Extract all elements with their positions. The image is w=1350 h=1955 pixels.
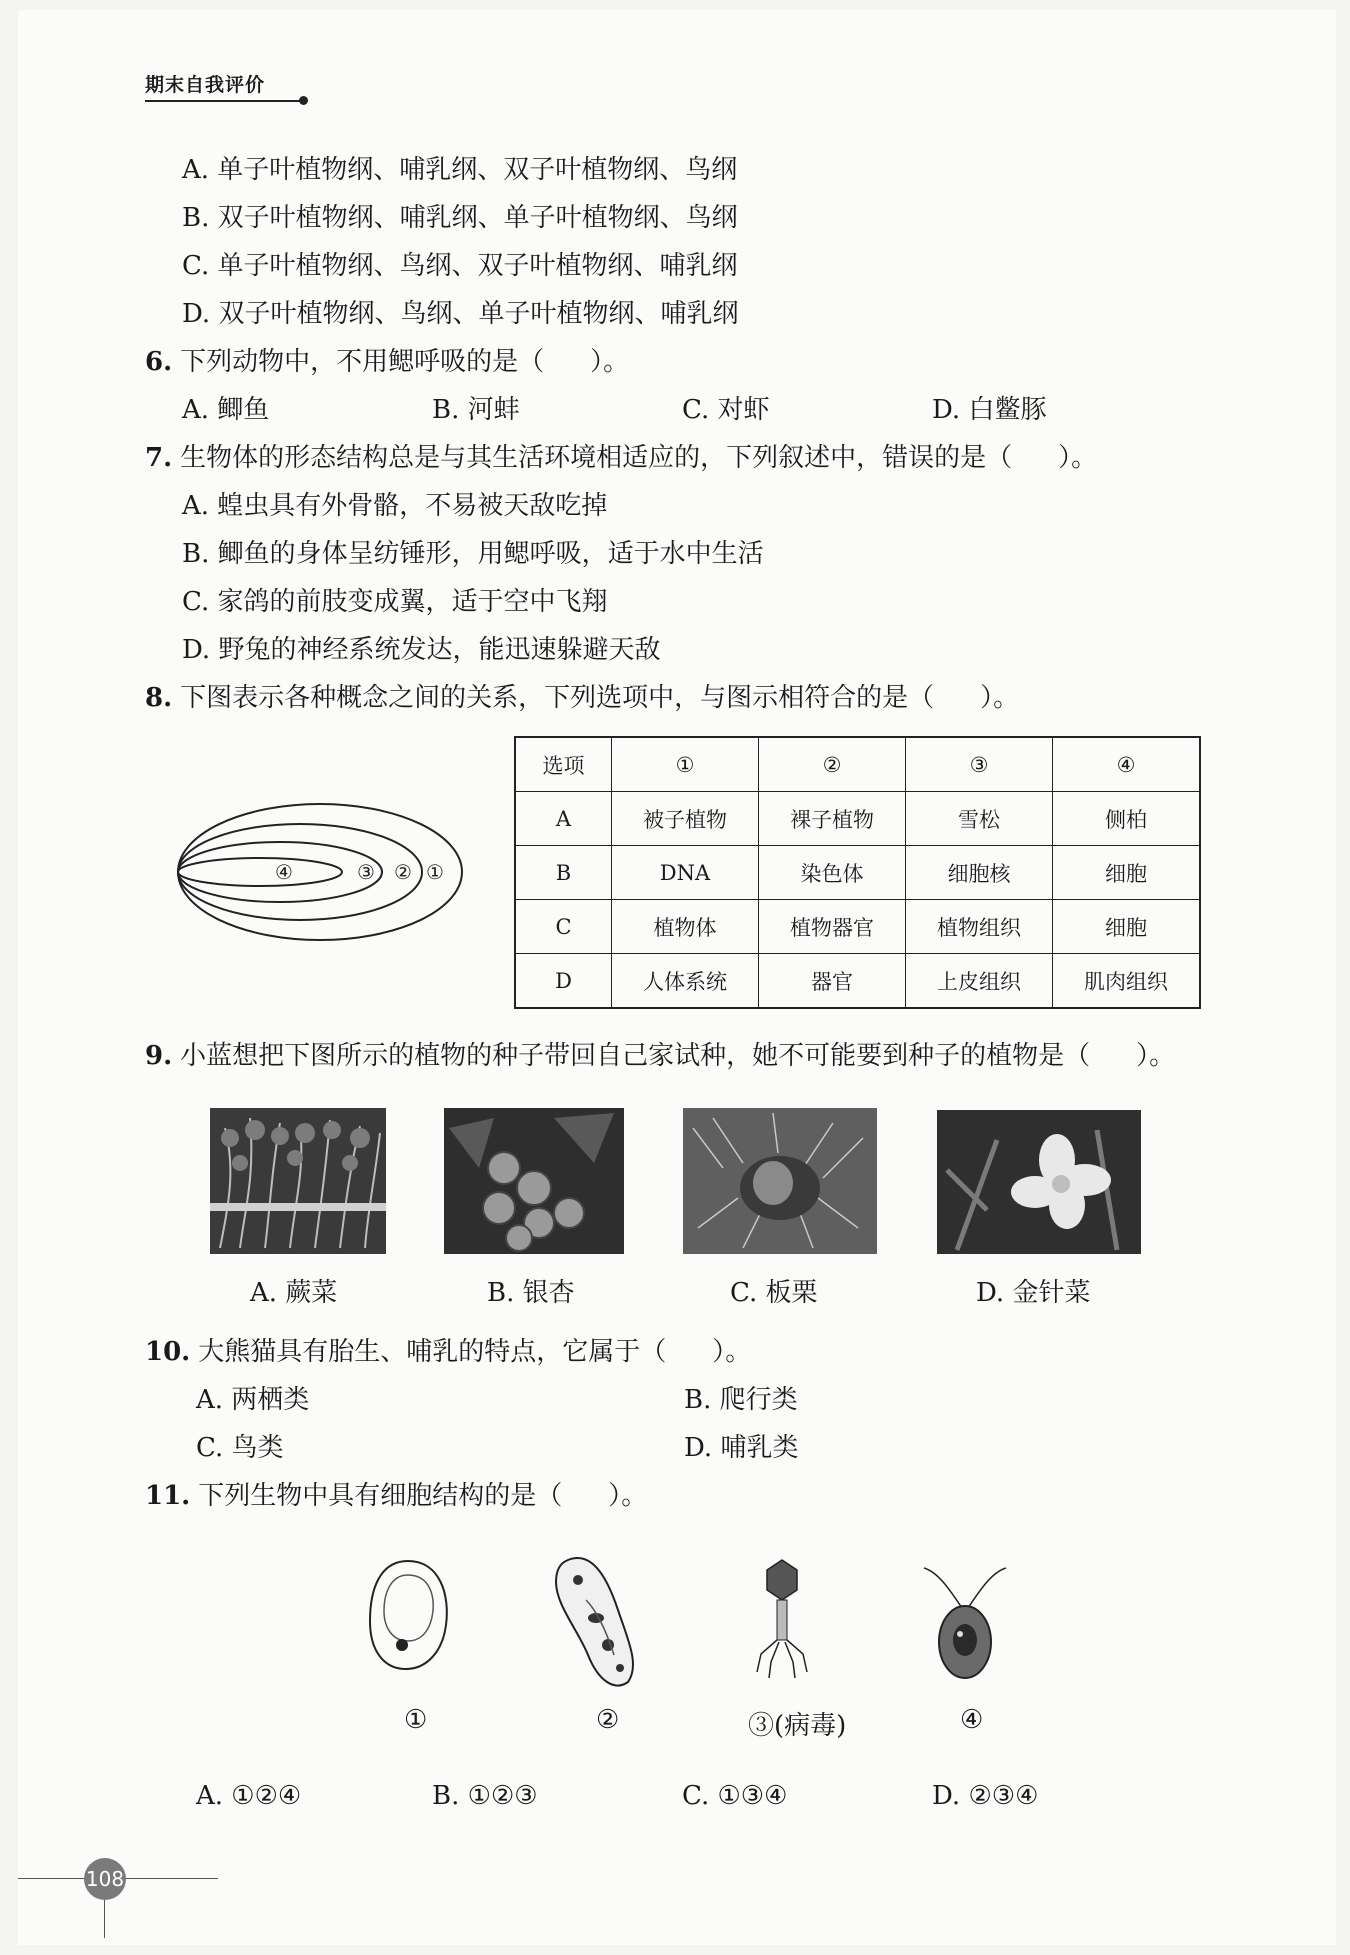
q7-number: 7.	[145, 443, 173, 473]
header-dot	[299, 96, 308, 105]
table-cell: A	[515, 792, 612, 846]
q11-option-c: C. ①③④	[682, 1781, 788, 1811]
q7-option-b: B. 鲫鱼的身体呈纺锤形，用鳃呼吸，适于水中生活	[182, 539, 764, 569]
q11-text: 下列生物中具有细胞结构的是（	[198, 1481, 563, 1511]
table-cell: 细胞	[1053, 846, 1201, 900]
q11-option-a: A. ①②④	[196, 1781, 302, 1811]
table-header-cell: ④	[1053, 737, 1201, 792]
diagram-label-1: ①	[426, 860, 444, 884]
q8-number: 8.	[145, 683, 173, 713]
q6-number: 6.	[145, 347, 173, 377]
q11-end: ）。	[608, 1481, 648, 1511]
q8-stem	[145, 682, 1019, 714]
table-cell: 上皮组织	[906, 954, 1053, 1009]
q9-option-b: B. 银杏	[487, 1278, 575, 1308]
table-cell: D	[515, 954, 612, 1009]
q5-option-a: A. 单子叶植物纲、哺乳纲、双子叶植物纲、鸟纲	[182, 155, 738, 185]
q7-option-d: D. 野兔的神经系统发达，能迅速躲避天敌	[182, 635, 661, 665]
table-row	[515, 954, 1200, 1009]
q7-option-c: C. 家鸽的前肢变成翼，适于空中飞翔	[182, 587, 608, 617]
q10-number: 10.	[145, 1337, 191, 1367]
table-cell: 侧柏	[1053, 792, 1201, 846]
q11-stem	[145, 1480, 647, 1512]
q9-text: 小蓝想把下图所示的植物的种子带回自己家试种，她不可能要到种子的植物是（	[180, 1041, 1091, 1071]
q7-end: ）。	[1058, 443, 1098, 473]
q7-stem	[145, 442, 1097, 474]
q11-option-d: D. ②③④	[932, 1781, 1039, 1811]
q11-option-b: B. ①②③	[432, 1781, 538, 1811]
table-cell: 细胞	[1053, 900, 1201, 954]
table-cell: 植物体	[612, 900, 759, 954]
table-row	[515, 792, 1200, 846]
table-cell: 肌肉组织	[1053, 954, 1201, 1009]
concept-table	[514, 736, 1201, 1009]
q6-option-a: A. 鲫鱼	[182, 395, 270, 425]
q5-option-c: C. 单子叶植物纲、鸟纲、双子叶植物纲、哺乳纲	[182, 251, 738, 281]
q9-end: ）。	[1136, 1041, 1176, 1071]
q9-option-d: D. 金针菜	[976, 1278, 1091, 1308]
figure-label-1: ①	[404, 1705, 428, 1735]
figure-label-4: ④	[960, 1705, 984, 1735]
footer-tick	[104, 1898, 105, 1938]
table-header-cell: ②	[759, 737, 906, 792]
q10-option-b: B. 爬行类	[684, 1385, 798, 1415]
ginkgo-photo	[444, 1108, 624, 1254]
table-cell: 被子植物	[612, 792, 759, 846]
table-cell: 植物组织	[906, 900, 1053, 954]
table-cell: 细胞核	[906, 846, 1053, 900]
q11-number: 11.	[145, 1481, 191, 1511]
table-cell: 人体系统	[612, 954, 759, 1009]
q6-option-d: D. 白鳖豚	[932, 395, 1047, 425]
table-header-row	[515, 737, 1200, 792]
table-cell: 裸子植物	[759, 792, 906, 846]
q10-option-c: C. 鸟类	[196, 1433, 284, 1463]
table-row	[515, 900, 1200, 954]
q10-option-d: D. 哺乳类	[684, 1433, 799, 1463]
q10-end: ）。	[712, 1337, 752, 1367]
q8-text: 下图表示各种概念之间的关系，下列选项中，与图示相符合的是（	[180, 683, 935, 713]
diagram-label-4: ④	[275, 860, 293, 884]
chlamydomonas-figure-4	[920, 1560, 1010, 1690]
q6-option-c: C. 对虾	[682, 395, 770, 425]
table-cell: C	[515, 900, 612, 954]
table-cell: 器官	[759, 954, 906, 1009]
fern-photo	[210, 1108, 386, 1254]
q6-stem	[145, 346, 629, 378]
figure-label-2: ②	[596, 1705, 620, 1735]
q9-stem	[145, 1040, 1175, 1072]
ellipse-4	[178, 858, 342, 886]
q6-text: 下列动物中，不用鳃呼吸的是（	[180, 347, 545, 377]
table-cell: DNA	[612, 846, 759, 900]
virus-figure-3	[749, 1558, 815, 1688]
table-cell: 雪松	[906, 792, 1053, 846]
q9-number: 9.	[145, 1041, 173, 1071]
chestnut-photo	[683, 1108, 877, 1254]
q10-stem	[145, 1336, 751, 1368]
table-cell: B	[515, 846, 612, 900]
q8-end: ）。	[980, 683, 1020, 713]
q6-option-b: B. 河蚌	[432, 395, 520, 425]
ellipse-2	[178, 824, 422, 920]
q5-option-d: D. 双子叶植物纲、鸟纲、单子叶植物纲、哺乳纲	[182, 299, 739, 329]
q6-end: ）。	[590, 347, 630, 377]
table-header-cell: 选项	[515, 737, 612, 792]
table-header-cell: ③	[906, 737, 1053, 792]
diagram-label-2: ②	[394, 860, 412, 884]
table-cell: 染色体	[759, 846, 906, 900]
q10-option-a: A. 两栖类	[196, 1385, 310, 1415]
table-header-cell: ①	[612, 737, 759, 792]
daylily-photo	[937, 1110, 1141, 1254]
concept-ellipse-diagram	[175, 800, 465, 945]
figure-label-3: ③(病毒)	[748, 1711, 847, 1741]
section-header: 期末自我评价	[145, 74, 266, 96]
diagram-label-3: ③	[357, 860, 375, 884]
table-row	[515, 846, 1200, 900]
q9-option-a: A. 蕨菜	[250, 1278, 338, 1308]
q7-text: 生物体的形态结构总是与其生活环境相适应的，下列叙述中，错误的是（	[180, 443, 1013, 473]
header-rule	[145, 100, 305, 102]
q7-option-a: A. 蝗虫具有外骨骼，不易被天敌吃掉	[182, 491, 608, 521]
q9-option-c: C. 板栗	[730, 1278, 818, 1308]
page-number: 108	[84, 1858, 126, 1900]
q5-option-b: B. 双子叶植物纲、哺乳纲、单子叶植物纲、鸟纲	[182, 203, 738, 233]
paramecium-figure-2	[548, 1550, 644, 1690]
cell-figure-1	[362, 1555, 454, 1675]
table-cell: 植物器官	[759, 900, 906, 954]
q10-text: 大熊猫具有胎生、哺乳的特点，它属于（	[198, 1337, 667, 1367]
